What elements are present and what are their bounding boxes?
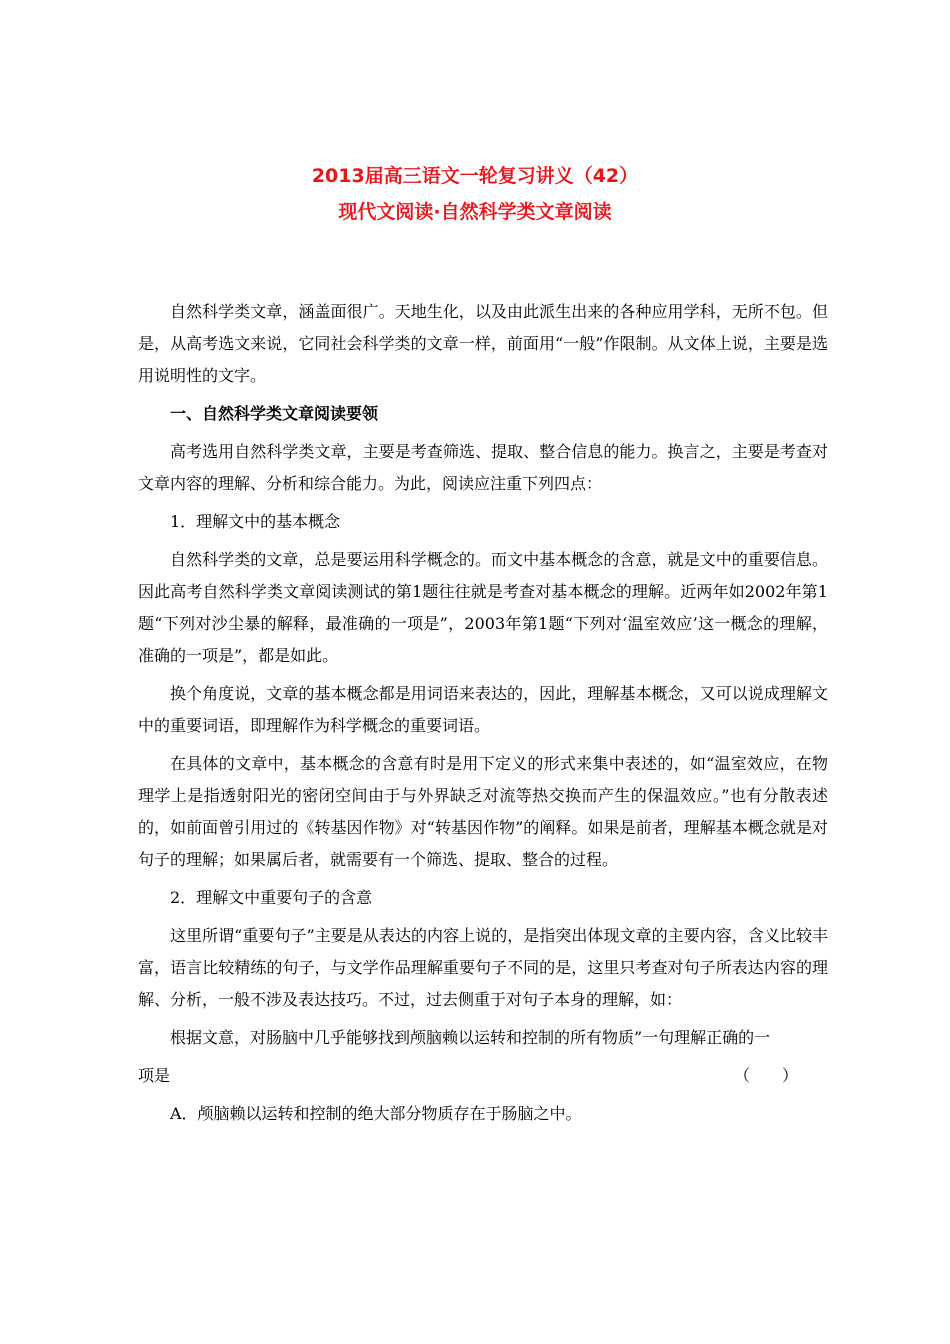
section-heading-1: 一、自然科学类文章阅读要领 xyxy=(170,404,379,423)
answer-blank: （ ） xyxy=(733,1066,798,1085)
question-tail: 项是 xyxy=(138,1066,171,1085)
document-title xyxy=(0,158,950,230)
subheading-1: 1．理解文中的基本概念 xyxy=(170,512,341,531)
paragraph-5: 在具体的文章中，基本概念的含意有时是用下定义的形式来集中表述的，如“温室效应，在物理学上是指透射阳光的密闭空间由于与外界缺乏对流等热交换而产生的保温效应。”也有分散表述的，如前面曾引用过的《转基因作物》对“转基因作物”的阐释。如果是前者，理解基本概念就是对句子的理解；如果属后者，就需要有一个筛选、提取、整合的过程。 xyxy=(138,754,828,869)
paragraph-intro: 自然科学类文章，涵盖面很广。天地生化，以及由此派生出来的各种应用学科，无所不包。但是，从高考选文来说，它同社会科学类的文章一样，前面用“一般”作限制。从文体上说，主要是选用说明性的文字。 xyxy=(138,302,828,385)
paragraph-2: 高考选用自然科学类文章，主要是考查筛选、提取、整合信息的能力。换言之，主要是考查对文章内容的理解、分析和综合能力。为此，阅读应注重下列四点： xyxy=(138,442,828,493)
title-line-1: 2013届高三语文一轮复习讲义（42） xyxy=(311,165,639,187)
paragraph-6: 这里所谓“重要句子”主要是从表达的内容上说的，是指突出体现文章的主要内容，含义比较丰富，语言比较精练的句子，与文学作品理解重要句子不同的是，这里只考查对句子所表达内容的理解、分析，一般不涉及表达技巧。不过，过去侧重于对句子本身的理解，如： xyxy=(138,926,828,1009)
question-tail-line xyxy=(138,1060,828,1092)
option-a: A．颅脑赖以运转和控制的绝大部分物质存在于肠脑之中。 xyxy=(170,1104,582,1123)
subheading-2: 2．理解文中重要句子的含意 xyxy=(170,888,373,907)
title-line-2: 现代文阅读·自然科学类文章阅读 xyxy=(338,201,612,223)
question-stem: 根据文意，对肠脑中几乎能够找到颅脑赖以运转和控制的所有物质”一句理解正确的一 xyxy=(170,1028,771,1047)
paragraph-3: 自然科学类的文章，总是要运用科学概念的。而文中基本概念的含意，就是文中的重要信息。因此高考自然科学类文章阅读测试的第1题往往就是考查对基本概念的理解。近两年如2002年第1题“下列对沙尘暴的解释，最准确的一项是”，2003年第1题“下列对‘温室效应’这一概念的理解，准确的一项是”，都是如此。 xyxy=(138,550,828,665)
paragraph-4: 换个角度说，文章的基本概念都是用词语来表达的，因此，理解基本概念，又可以说成理解文中的重要词语，即理解作为科学概念的重要词语。 xyxy=(138,684,828,735)
document-body xyxy=(138,296,828,1136)
